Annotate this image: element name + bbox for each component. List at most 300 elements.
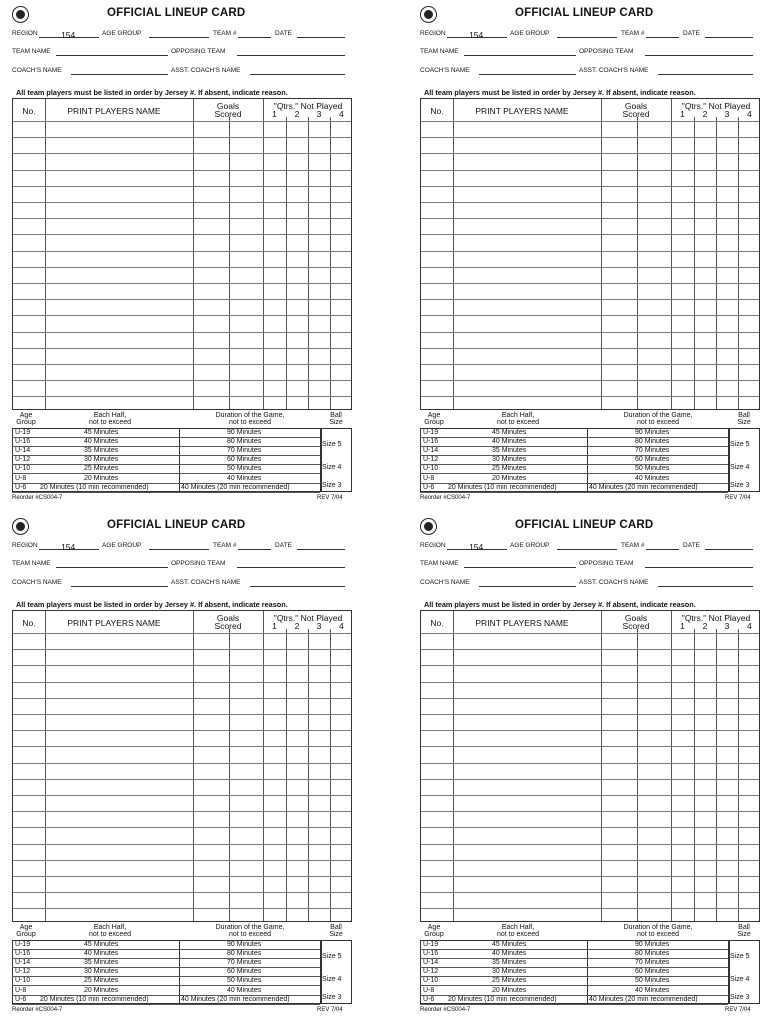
- date-field[interactable]: [297, 549, 345, 550]
- table-row: [421, 283, 759, 284]
- age-group-header-2: Group: [424, 931, 444, 938]
- row-age: U-19: [15, 941, 31, 948]
- table-row: [13, 299, 351, 300]
- row-duration: 40 Minutes (20 min recommended): [589, 483, 698, 491]
- table-row: [13, 332, 351, 333]
- table-row: [13, 746, 351, 747]
- row-duration: 40 Minutes (20 min recommended): [589, 995, 698, 1003]
- col-name-header: PRINT PLAYERS NAME: [67, 106, 161, 116]
- row-duration: 80 Minutes: [635, 950, 670, 958]
- ayso-logo-icon: [420, 518, 437, 535]
- table-row: [13, 348, 351, 349]
- age-group-field[interactable]: [557, 549, 617, 550]
- coach-name-label: COACH'S NAME: [12, 67, 62, 74]
- table-row: [421, 730, 759, 731]
- col-q3-header: 3: [316, 109, 322, 119]
- player-grid[interactable]: [420, 610, 760, 922]
- table-row: [421, 186, 759, 187]
- col-q3-header: 3: [316, 621, 322, 631]
- team-name-field[interactable]: [464, 55, 576, 56]
- ball-size-header-1: Ball: [330, 412, 342, 419]
- table-row: [13, 682, 351, 683]
- table-row: [13, 714, 351, 715]
- col-goals-header-1: Goals: [216, 101, 240, 111]
- row-age: U-10: [15, 465, 31, 473]
- team-number-label: TEAM #: [213, 30, 237, 37]
- team-number-field[interactable]: [238, 37, 271, 38]
- ayso-logo-icon: [420, 6, 437, 23]
- col-q1-header: 1: [272, 109, 277, 119]
- row-duration: 80 Minutes: [635, 438, 670, 446]
- table-row: [13, 380, 351, 381]
- table-row: [421, 153, 759, 154]
- row-half: 20 Minutes (10 min recommended): [448, 995, 557, 1003]
- reorder-number: Reorder #CS004-7: [12, 495, 63, 501]
- asst-coach-name-field[interactable]: [250, 74, 345, 75]
- coach-name-field[interactable]: [479, 74, 576, 75]
- table-row: [13, 364, 351, 365]
- col-q3-header: 3: [724, 109, 730, 119]
- age-group-header-1: Age: [19, 412, 33, 419]
- row-duration: 70 Minutes: [635, 447, 670, 455]
- table-row: [13, 137, 351, 138]
- table-row: [421, 170, 759, 171]
- ball-size-header-1: Ball: [330, 924, 342, 931]
- row-age: U-16: [423, 950, 439, 958]
- asst-coach-name-field[interactable]: [250, 586, 345, 587]
- card-title: OFFICIAL LINEUP CARD: [515, 7, 654, 19]
- coach-name-field[interactable]: [71, 74, 168, 75]
- row-duration: 40 Minutes: [227, 474, 262, 482]
- table-row: [13, 283, 351, 284]
- row-age: U-8: [423, 986, 435, 994]
- player-grid[interactable]: [12, 98, 352, 410]
- age-group-header-1: Age: [427, 924, 441, 931]
- coach-name-field[interactable]: [71, 586, 168, 587]
- opposing-team-field[interactable]: [237, 55, 345, 56]
- table-row: [13, 649, 351, 650]
- row-half: 45 Minutes: [492, 429, 527, 436]
- ball-size-header-2: Size: [737, 931, 751, 938]
- coach-name-field[interactable]: [479, 586, 576, 587]
- region-label: REGION: [12, 30, 38, 37]
- age-group-header-2: Group: [16, 931, 36, 938]
- table-row: [13, 811, 351, 812]
- row-duration: 70 Minutes: [227, 959, 262, 967]
- ball-size-header-1: Ball: [738, 924, 750, 931]
- table-row: [13, 234, 351, 235]
- opposing-team-label: OPPOSING TEAM: [171, 48, 226, 55]
- table-row: [13, 251, 351, 252]
- each-half-header-1: Each Half,: [93, 924, 127, 931]
- reorder-number: Reorder #CS004-7: [420, 495, 471, 501]
- asst-coach-name-field[interactable]: [658, 586, 753, 587]
- row-half: 25 Minutes: [84, 977, 119, 985]
- each-half-header-1: Each Half,: [501, 412, 535, 419]
- table-row: [421, 746, 759, 747]
- table-row: [421, 827, 759, 828]
- team-number-field[interactable]: [646, 37, 679, 38]
- team-number-label: TEAM #: [621, 30, 645, 37]
- ayso-logo-icon: [12, 518, 29, 535]
- lineup-card: [12, 6, 357, 511]
- row-half: 20 Minutes (10 min recommended): [40, 995, 149, 1003]
- table-row: [421, 396, 759, 397]
- col-q1-header: 1: [680, 109, 685, 119]
- row-age: U-14: [423, 959, 439, 967]
- team-name-label: TEAM NAME: [420, 560, 459, 567]
- row-age: U-19: [423, 941, 439, 948]
- age-group-field[interactable]: [149, 549, 209, 550]
- date-label: DATE: [275, 30, 292, 37]
- row-half: 45 Minutes: [492, 941, 527, 948]
- table-row: [13, 396, 351, 397]
- size5-label: Size 5: [730, 953, 750, 960]
- table-row: [421, 121, 759, 122]
- row-half: 40 Minutes: [84, 950, 119, 958]
- row-half: 45 Minutes: [84, 941, 119, 948]
- duration-header-1: Duration of the Game,: [623, 412, 693, 419]
- team-number-label: TEAM #: [213, 542, 237, 549]
- each-half-header-1: Each Half,: [93, 412, 127, 419]
- region-field[interactable]: [39, 30, 99, 40]
- row-half: 30 Minutes: [492, 456, 527, 464]
- region-label: REGION: [12, 542, 38, 549]
- table-row: [13, 763, 351, 764]
- row-half: 40 Minutes: [84, 438, 119, 446]
- size5-label: Size 5: [322, 441, 342, 448]
- table-row: [421, 234, 759, 235]
- row-duration: 50 Minutes: [635, 465, 670, 473]
- ball-size-header-2: Size: [329, 419, 343, 426]
- team-number-label: TEAM #: [621, 542, 645, 549]
- duration-header-1: Duration of the Game,: [623, 924, 693, 931]
- row-half: 30 Minutes: [492, 968, 527, 976]
- row-duration: 40 Minutes: [227, 986, 262, 994]
- table-row: [421, 795, 759, 796]
- table-row: [421, 218, 759, 219]
- col-no-header: No.: [22, 618, 36, 628]
- duration-header-1: Duration of the Game,: [215, 412, 285, 419]
- team-name-field[interactable]: [464, 567, 576, 568]
- team-name-label: TEAM NAME: [12, 48, 51, 55]
- row-duration: 90 Minutes: [227, 941, 262, 948]
- row-duration: 60 Minutes: [227, 968, 262, 976]
- ball-size-header-2: Size: [329, 931, 343, 938]
- asst-coach-name-field[interactable]: [658, 74, 753, 75]
- each-half-header-2: not to exceed: [496, 931, 540, 938]
- col-q2-header: 2: [294, 621, 300, 631]
- row-duration: 60 Minutes: [635, 968, 670, 976]
- team-name-label: TEAM NAME: [12, 560, 51, 567]
- duration-row: [12, 995, 320, 1005]
- col-name-header: PRINT PLAYERS NAME: [475, 618, 569, 628]
- row-duration: 50 Minutes: [227, 465, 262, 473]
- row-half: 20 Minutes: [84, 986, 119, 994]
- row-age: U-12: [423, 456, 439, 464]
- row-duration: 90 Minutes: [635, 941, 670, 948]
- row-duration: 90 Minutes: [635, 429, 670, 436]
- age-group-header-1: Age: [19, 924, 33, 931]
- table-row: [13, 908, 351, 909]
- lineup-card: [420, 6, 765, 511]
- row-half: 35 Minutes: [492, 959, 527, 967]
- region-field[interactable]: [39, 542, 99, 552]
- row-age: U-10: [423, 977, 439, 985]
- col-q4-header: 4: [747, 621, 752, 631]
- col-q3-header: 3: [724, 621, 730, 631]
- row-half: 35 Minutes: [492, 447, 527, 455]
- row-duration: 80 Minutes: [227, 950, 262, 958]
- each-half-header-2: not to exceed: [88, 931, 132, 938]
- col-goals-header-1: Goals: [216, 613, 240, 623]
- col-no-header: No.: [430, 106, 444, 116]
- size4-label: Size 4: [730, 976, 750, 983]
- revision: REV 7/04: [317, 1007, 343, 1013]
- size3-label: Size 3: [730, 994, 750, 1001]
- notice-text: All team players must be listed in order by Jersey #. If absent, indicate reason.: [424, 600, 696, 609]
- row-half: 20 Minutes: [492, 474, 527, 482]
- col-q2-header: 2: [702, 621, 708, 631]
- row-age: U-16: [423, 438, 439, 446]
- ayso-logo-icon: [12, 6, 29, 23]
- duration-row: [420, 995, 728, 1005]
- row-duration: 40 Minutes (20 min recommended): [181, 995, 290, 1003]
- opposing-team-label: OPPOSING TEAM: [171, 560, 226, 567]
- card-title: OFFICIAL LINEUP CARD: [107, 7, 246, 19]
- row-duration: 60 Minutes: [227, 456, 262, 464]
- region-value: 154: [61, 542, 76, 552]
- player-grid[interactable]: [12, 610, 352, 922]
- row-half: 25 Minutes: [84, 465, 119, 473]
- row-age: U-6: [423, 995, 435, 1003]
- table-row: [13, 633, 351, 634]
- duration-header-2: not to exceed: [228, 931, 272, 938]
- row-duration: 80 Minutes: [227, 438, 262, 446]
- asst-coach-name-label: ASST. COACH'S NAME: [579, 67, 649, 74]
- team-number-field[interactable]: [238, 549, 271, 550]
- table-row: [421, 860, 759, 861]
- col-name-header: PRINT PLAYERS NAME: [475, 106, 569, 116]
- row-age: U-14: [15, 959, 31, 967]
- team-name-field[interactable]: [56, 567, 168, 568]
- table-row: [13, 153, 351, 154]
- table-row: [13, 186, 351, 187]
- card-title: OFFICIAL LINEUP CARD: [515, 519, 654, 531]
- region-field[interactable]: [447, 542, 507, 552]
- row-duration: 50 Minutes: [635, 977, 670, 985]
- table-row: [13, 892, 351, 893]
- row-age: U-14: [15, 447, 31, 455]
- size3-label: Size 3: [730, 482, 750, 489]
- row-half: 30 Minutes: [84, 456, 119, 464]
- row-age: U-12: [423, 968, 439, 976]
- row-duration: 50 Minutes: [227, 977, 262, 985]
- table-row: [13, 202, 351, 203]
- col-q2-header: 2: [294, 109, 300, 119]
- age-group-field[interactable]: [557, 37, 617, 38]
- table-row: [421, 137, 759, 138]
- col-qtrs-header: "Qtrs." Not Played: [273, 101, 343, 111]
- duration-header-2: not to exceed: [636, 931, 680, 938]
- col-name-header: PRINT PLAYERS NAME: [67, 618, 161, 628]
- revision: REV 7/04: [725, 1007, 751, 1013]
- size4-label: Size 4: [730, 464, 750, 471]
- row-age: U-8: [15, 986, 27, 994]
- table-row: [13, 827, 351, 828]
- col-goals-header-2: Scored: [622, 621, 650, 631]
- table-row: [421, 649, 759, 650]
- table-row: [421, 380, 759, 381]
- table-row: [421, 844, 759, 845]
- team-number-field[interactable]: [646, 549, 679, 550]
- col-no-header: No.: [430, 618, 444, 628]
- row-half: 20 Minutes (10 min recommended): [448, 483, 557, 491]
- size3-label: Size 3: [322, 994, 342, 1001]
- size5-label: Size 5: [730, 441, 750, 448]
- age-group-header-2: Group: [424, 419, 444, 426]
- age-group-header-1: Age: [427, 412, 441, 419]
- row-half: 35 Minutes: [84, 959, 119, 967]
- reorder-number: Reorder #CS004-7: [420, 1007, 471, 1013]
- date-field[interactable]: [705, 37, 753, 38]
- table-row: [13, 844, 351, 845]
- opposing-team-label: OPPOSING TEAM: [579, 560, 634, 567]
- age-group-label: AGE GROUP: [510, 542, 550, 549]
- row-duration: 90 Minutes: [227, 429, 262, 436]
- coach-name-label: COACH'S NAME: [12, 579, 62, 586]
- opposing-team-field[interactable]: [645, 567, 753, 568]
- table-row: [421, 267, 759, 268]
- age-group-field[interactable]: [149, 37, 209, 38]
- row-half: 40 Minutes: [492, 438, 527, 446]
- row-age: U-10: [423, 465, 439, 473]
- row-age: U-19: [423, 429, 439, 436]
- table-row: [421, 779, 759, 780]
- lineup-card: [420, 518, 765, 1023]
- table-row: [421, 364, 759, 365]
- table-row: [421, 682, 759, 683]
- row-duration: 40 Minutes: [635, 986, 670, 994]
- age-group-label: AGE GROUP: [102, 30, 142, 37]
- notice-text: All team players must be listed in order by Jersey #. If absent, indicate reason.: [16, 600, 288, 609]
- team-name-field[interactable]: [56, 55, 168, 56]
- size4-label: Size 4: [322, 976, 342, 983]
- asst-coach-name-label: ASST. COACH'S NAME: [171, 579, 241, 586]
- table-row: [13, 170, 351, 171]
- table-row: [421, 299, 759, 300]
- duration-header-2: not to exceed: [228, 419, 272, 426]
- row-age: U-12: [15, 968, 31, 976]
- table-row: [421, 714, 759, 715]
- table-row: [421, 315, 759, 316]
- table-row: [421, 763, 759, 764]
- row-half: 25 Minutes: [492, 465, 527, 473]
- each-half-header-2: not to exceed: [496, 419, 540, 426]
- col-goals-header-2: Scored: [214, 621, 242, 631]
- row-duration: 40 Minutes (20 min recommended): [181, 483, 290, 491]
- table-row: [13, 315, 351, 316]
- table-row: [421, 908, 759, 909]
- date-field[interactable]: [705, 549, 753, 550]
- row-half: 30 Minutes: [84, 968, 119, 976]
- table-row: [421, 698, 759, 699]
- col-q4-header: 4: [339, 109, 344, 119]
- col-goals-header-1: Goals: [624, 101, 648, 111]
- table-row: [13, 218, 351, 219]
- table-row: [13, 121, 351, 122]
- ball-size-header-1: Ball: [738, 412, 750, 419]
- opposing-team-field[interactable]: [645, 55, 753, 56]
- opposing-team-label: OPPOSING TEAM: [579, 48, 634, 55]
- notice-text: All team players must be listed in order by Jersey #. If absent, indicate reason.: [16, 88, 288, 97]
- col-goals-header-2: Scored: [214, 109, 242, 119]
- notice-text: All team players must be listed in order by Jersey #. If absent, indicate reason.: [424, 88, 696, 97]
- player-grid[interactable]: [420, 98, 760, 410]
- table-row: [13, 795, 351, 796]
- duration-row: [12, 483, 320, 493]
- region-field[interactable]: [447, 30, 507, 40]
- row-half: 20 Minutes: [84, 474, 119, 482]
- date-label: DATE: [275, 542, 292, 549]
- size5-label: Size 5: [322, 953, 342, 960]
- row-age: U-8: [423, 474, 435, 482]
- reorder-number: Reorder #CS004-7: [12, 1007, 63, 1013]
- date-field[interactable]: [297, 37, 345, 38]
- region-label: REGION: [420, 542, 446, 549]
- row-duration: 60 Minutes: [635, 456, 670, 464]
- region-value: 154: [61, 30, 76, 40]
- col-q4-header: 4: [339, 621, 344, 631]
- col-no-header: No.: [22, 106, 36, 116]
- table-row: [421, 633, 759, 634]
- age-group-label: AGE GROUP: [102, 542, 142, 549]
- asst-coach-name-label: ASST. COACH'S NAME: [171, 67, 241, 74]
- region-value: 154: [469, 30, 484, 40]
- col-q1-header: 1: [680, 621, 685, 631]
- duration-header-1: Duration of the Game,: [215, 924, 285, 931]
- row-half: 20 Minutes: [492, 986, 527, 994]
- col-qtrs-header: "Qtrs." Not Played: [681, 101, 751, 111]
- col-qtrs-header: "Qtrs." Not Played: [681, 613, 751, 623]
- date-label: DATE: [683, 542, 700, 549]
- asst-coach-name-label: ASST. COACH'S NAME: [579, 579, 649, 586]
- row-half: 45 Minutes: [84, 429, 119, 436]
- row-age: U-16: [15, 950, 31, 958]
- table-row: [13, 876, 351, 877]
- table-row: [13, 779, 351, 780]
- table-row: [421, 665, 759, 666]
- size3-label: Size 3: [322, 482, 342, 489]
- region-label: REGION: [420, 30, 446, 37]
- col-goals-header-1: Goals: [624, 613, 648, 623]
- row-age: U-8: [15, 474, 27, 482]
- table-row: [421, 892, 759, 893]
- duration-row: [420, 483, 728, 493]
- table-row: [13, 665, 351, 666]
- coach-name-label: COACH'S NAME: [420, 579, 470, 586]
- row-age: U-14: [423, 447, 439, 455]
- col-qtrs-header: "Qtrs." Not Played: [273, 613, 343, 623]
- table-row: [421, 332, 759, 333]
- table-row: [421, 348, 759, 349]
- col-q1-header: 1: [272, 621, 277, 631]
- table-row: [13, 267, 351, 268]
- opposing-team-field[interactable]: [237, 567, 345, 568]
- row-half: 40 Minutes: [492, 950, 527, 958]
- ball-size-header-2: Size: [737, 419, 751, 426]
- table-row: [421, 202, 759, 203]
